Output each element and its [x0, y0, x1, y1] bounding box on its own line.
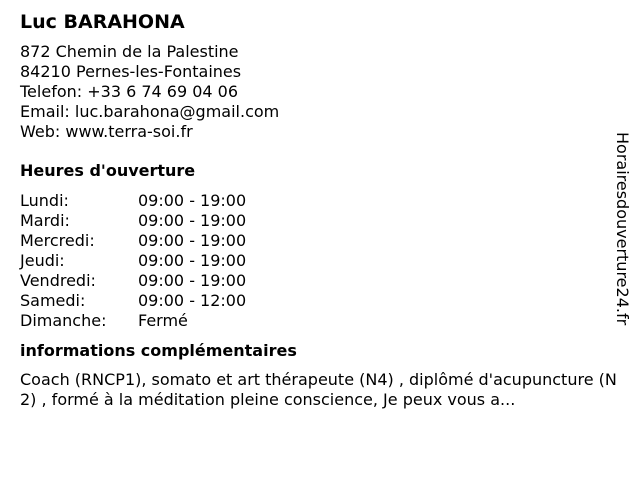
site-watermark: Horairesdouverture24.fr: [613, 132, 632, 326]
phone-line: Telefon: +33 6 74 69 04 06: [20, 82, 239, 101]
day-hours: 09:00 - 19:00: [138, 191, 247, 210]
day-hours: 09:00 - 19:00: [138, 211, 247, 230]
info-heading: informations complémentaires: [20, 341, 297, 360]
web-line: Web: www.terra-soi.fr: [20, 122, 193, 141]
hours-row-dimanche: [20, 311, 246, 331]
hours-table: [20, 191, 246, 331]
day-hours: 09:00 - 19:00: [138, 231, 247, 250]
day-hours: 09:00 - 19:00: [138, 251, 247, 270]
hours-row-jeudi: [20, 251, 246, 271]
day-label: Samedi:: [20, 291, 86, 310]
hours-row-vendredi: [20, 271, 246, 291]
business-card: [20, 10, 620, 410]
address-street: 872 Chemin de la Palestine: [20, 42, 239, 61]
business-name: Luc BARAHONA: [20, 11, 185, 33]
hours-row-mardi: [20, 211, 246, 231]
day-label: Lundi:: [20, 191, 69, 210]
day-label: Jeudi:: [20, 251, 65, 270]
hours-heading: Heures d'ouverture: [20, 161, 196, 180]
day-label: Mercredi:: [20, 231, 95, 250]
hours-row-lundi: [20, 191, 246, 211]
hours-row-mercredi: [20, 231, 246, 251]
day-label: Dimanche:: [20, 311, 107, 330]
email-line: Email: luc.barahona@gmail.com: [20, 102, 280, 121]
day-hours: 09:00 - 19:00: [138, 271, 247, 290]
day-label: Mardi:: [20, 211, 70, 230]
day-label: Vendredi:: [20, 271, 96, 290]
day-hours: 09:00 - 12:00: [138, 291, 247, 310]
hours-row-samedi: [20, 291, 246, 311]
day-hours: Fermé: [138, 311, 188, 330]
info-description: Coach (RNCP1), somato et art thérapeute (N4) , diplômé d'acupuncture (N2) , formé à la méditation pleine conscience, Je peux vous a...: [20, 370, 617, 409]
address-city: 84210 Pernes-les-Fontaines: [20, 62, 242, 81]
